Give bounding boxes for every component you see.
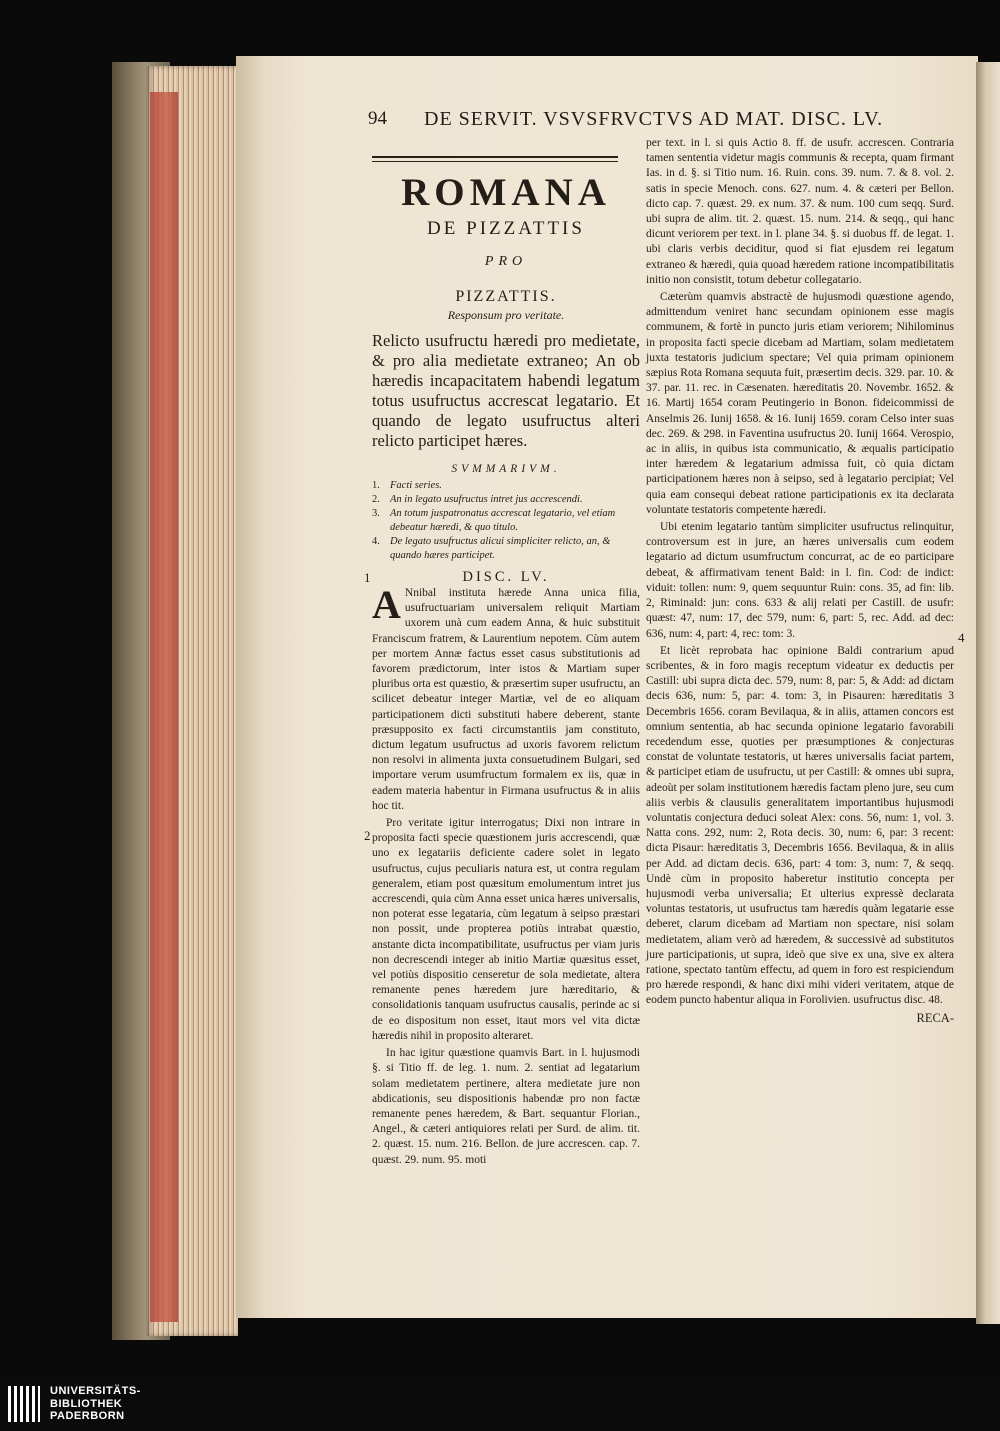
library-logo-text: [50, 1385, 141, 1423]
title-responsum: Responsum pro veritate.: [447, 308, 565, 322]
body-paragraph: Pro veritate igitur interrogatus; Dixi non intrare in proposita facti specie quæstionem juris accrescendi, quæ uno ex legatariis deficiente cadere solet in legato usufructus, cujus peculiaris natura est, ut contra regulam generalem, etiam post quæsitum emolumentum intret jus accrescendi, quia cùm Anna esset unica hæres universalis, non poterat esse legataria, cùm legatum à seipso præstari non possit, unde propterea potiùs intrabat quæstio, anstante dicta incompatibilitate, usufructus per viam juris non decrescendi integer ab initio Martiæ quæsitus esset, vel potiùs dispositio censeretur de sola medietate, altera remanente penes hæredem jure hæreditario, & consolidationis tanquam usufructus causalis, perinde ac si de eo dispositum non esset, itaut mors vel vita dictæ hæredis nihil in proposito alteraret.: [372, 817, 640, 1042]
summary-number: 4.: [372, 536, 380, 547]
summary-item: [372, 507, 640, 535]
summary-text: An totum juspatronatus accrescat legatario, vel etiam debeatur hæredi, & quo titulo.: [390, 508, 616, 533]
right-body-text: [646, 136, 954, 1009]
paragraph-text: Nnibal instituta hærede Anna unica filia, usufructuariam universalem reliquit Martiam uxorem unà cum eadem Anna, & huic substituit Franciscum fratrem, & Laurentium nepotem. Cùm autem per mortem Annæ factus esset casus substitutionis ad favorem prædictorum, inter istos & Martiam super pluribus orta est quæstio, & præsertim super usufructu, an scilicet debeatur integer Martiæ, vel de eo aliquam participationem dicti substituti habere deberent, stante præsupposito ex facti circumstantiis jam constituto, dictum legatum usufructus ad uxoris favorem relictum non resolvi in alimenta juxta consuetudinem Bulgari, sed importare verum usumfructum formalem ex iis, quæ in eadem materia habentur in Firmana usufructus & in aliis hoc tit.: [372, 587, 640, 812]
library-footer: [0, 1380, 1000, 1431]
left-column: [372, 148, 640, 1168]
summary-item: [372, 535, 640, 563]
facing-page-edge: [976, 62, 1000, 1324]
summary-text: De legato usufructus alicui simpliciter relicto, an, & quando hæres participet.: [390, 536, 611, 561]
logo-line: UNIVERSITÄTS-: [50, 1385, 141, 1397]
summary-number: 1.: [372, 480, 380, 491]
header-rule: [372, 156, 618, 162]
body-paragraph: per text. in l. si quis Actio 8. ff. de usufr. accrescen. Contraria tamen sententia videtur magis communis & recepta, quam firmant Ias. in d. §. si Titio num. 16. Ruin. cons. 39. num. 7. & 8. vol. 2. satis in specie Menoch. cons. 627. num. 4. & cæteri per Bellon. dicto cap. 7. quæst. 29. ex num. 37. & num. 100 cum seqq. Surd. ubi supra de alim. tit. 2. quæst. 15. num. 214. & seqq., qui hanc dicunt veriorem per text. in l. plane 34. §. si duobus ff. de legat. 1. ubi claris verbis deciditur, quod si fiat ejusdem rei legatum extraneo & hæredi, quia quoad hæredem ratione incompatibilitatis initio non consistit, totum debetur collegatario.: [646, 137, 954, 286]
argument-paragraph: Relicto usufructu hæredi pro medietate, & pro alia medietate extraneo; An ob hæredis incapacitatem habendi legatum totus usufructus accrescat legatario. Et quando de legato usufructus alteri relicto participet hæres.: [372, 331, 640, 450]
page-header: [368, 108, 968, 134]
catchword: RECA-: [916, 1010, 954, 1025]
margin-number: 4: [958, 630, 965, 645]
red-edge-stain: [150, 92, 178, 1322]
summary-number: 2.: [372, 494, 380, 505]
summary-title: SVMMARIVM.: [451, 463, 561, 475]
summary-text: An in legato usufructus intret jus accrescendi.: [390, 494, 583, 505]
title-main: ROMANA: [401, 171, 611, 214]
title-pro: PRO: [484, 254, 528, 269]
disc-heading: DISC. LV.: [462, 569, 550, 585]
summary-text: Facti series.: [390, 480, 442, 491]
body-paragraph: [372, 582, 640, 814]
title-party: PIZZATTIS.: [455, 288, 557, 305]
left-body-text: [372, 582, 640, 1168]
body-paragraph: Et licèt reprobata hac opinione Baldi contrarium apud scribentes, & in foro magis receptum videatur ex deductis per Castill: ubi supra dicta dec. 579, num: 8, par: 5, & Add: ad dictam decis 636, num: 5, par: 4. tom: 3, in Pisauren: hæreditatis 3 Decembris 1656. coram Bevilaqua, & in aliis, attamen concors est omnium sententia, ab hac secunda opinione legatario favorabili recedendum esse, quoties per præsumptiones & conjecturas constat de voluntate testatoris, ut hæres universalis faciat partem, & participet etiam de usufructu, ut per Castill: & omnes ubi supra, adeoùt per solam institutionem hæredis factam pleno jure, seu cum aliis verbis & clausulis generalitatem importantibus hujusmodi voluntatis conjectura deduci soleat Alex: cons. 56, num: 1, vol. 3. Natta cons. 292, num: 2, Rota decis. 30, num: 6, par: 3 recent: dicta Pisaur: hæreditatis 3, Decembris 1656. Bevilaqua, & in aliis per Add. ad dictam decis. 636, part: 4 tom: 3, num: 7, & seqq. Undè cùm in proposito haberetur institutio concepta per hujusmodi verba universalia; Et ulterius expressè declarata voluntas testatoris, ut usufructus tam hæredis quàm legatarie esse deberet, clarum dicebam ad Martiam non spectare, nisi solam medietatem, aliam verò ad hæredem, & successivè ad substitutos jure participationis, ut supra, ideò que sive ex una, sive ex altera ratione, spectato tantùm effectu, ad quem in foro est respiciendum pro hærede respondi, & hanc dixi mihi videri veritatem, atque de eodem puncto habentur aliqua in Forolivien. usufructus disc. 48.: [646, 644, 954, 1007]
body-paragraph: Ubi etenim legatario tantùm simpliciter usufructus relinquitur, controversum est in jure, an hæres universalis cum eodem legatario ad dictum usumfructum concurrat, ac de eo participare debeat, & affirmativam tenent Bald: in l. fin. Cod: de indict: viduit: tollen: num: 9, quem sequuntur Ruin: cons. 35, ad fin: lib. 2, Riminald: jun: cons. 633 & alij relati per Castill. de usufr: quæst: 47, num: 17, dec 579, num: 6, part: 5, rec. Add. ad dec: 636, num: 4, part: 4, rec: tom: 3.: [646, 521, 954, 640]
summary-item: [372, 479, 640, 493]
logo-line: BIBLIOTHEK: [50, 1397, 123, 1410]
title-case: DE PIZZATTIS: [427, 218, 585, 239]
library-logo-icon: [8, 1386, 40, 1422]
summary-item: [372, 493, 640, 507]
page-content: [236, 56, 978, 1318]
body-paragraph: Cæterùm quamvis abstractè de hujusmodi quæstione agendo, admittendum veniret hanc secundam opinionem esse magis communem, & fortè in puncto juris etiam veriorem; Nihilominus in proposita facti specie dicebam ad Martiam, solam medietatem juxta testatoris judicium spectare; Vel quia primam opinionem sæpius Rota Romana sequuta fuit, præsertim decis. 329. par. 10. & 37. par. 11. rec. in Cæsenaten. hæreditatis 20. Novembr. 1652. & 16. Martij 1654 coram Peutingerio in Bonon. fideicommissi de Anselmis 26. Iunij 1658. & 16. Iunij 1659. coram Celso inter suas dec. 269. & 298. in Faventina usufructus 20. Iunij 1664. Verospio, ac in aliis, in quibus ista communicatio, & æqualis participatio inter hæredem & legatarium admissa fuit, cò quia dictam participationem hæres non à seipso, sed à legatario percipiat; Vel quia eam consequi debeat ratione participationis ex ita declarata voluntate testatoris competente hæredi.: [646, 291, 954, 516]
body-paragraph: In hac igitur quæstione quamvis Bart. in l. hujusmodi §. si Titio ff. de leg. 1. num. 2. sentiat ad legatarium solam medietatem pertinere, altera medietate jure non abdicationis, seu dispositionis habendæ pro non factæ remanente penes hæredem, & Bart. sequantur Florian., Angel., & cæteri antiquiores relati per Surd. de alim. tit. 2. quæst. 15. num. 216. Bellon. de jure accrescen. cap. 7. quæst. 29. num. 95. moti: [372, 1047, 640, 1166]
summary-number: 3.: [372, 508, 380, 519]
margin-number: 1: [364, 570, 371, 585]
logo-line: PADERBORN: [50, 1410, 125, 1422]
page-number: 94: [368, 108, 387, 129]
running-head: DE SERVIT. VSVSFRVCTVS AD MAT. DISC. LV.: [424, 108, 884, 130]
margin-number: 2: [364, 828, 371, 843]
right-column: [646, 136, 954, 1026]
drop-cap: A: [372, 582, 401, 627]
summary-list: [372, 479, 640, 563]
